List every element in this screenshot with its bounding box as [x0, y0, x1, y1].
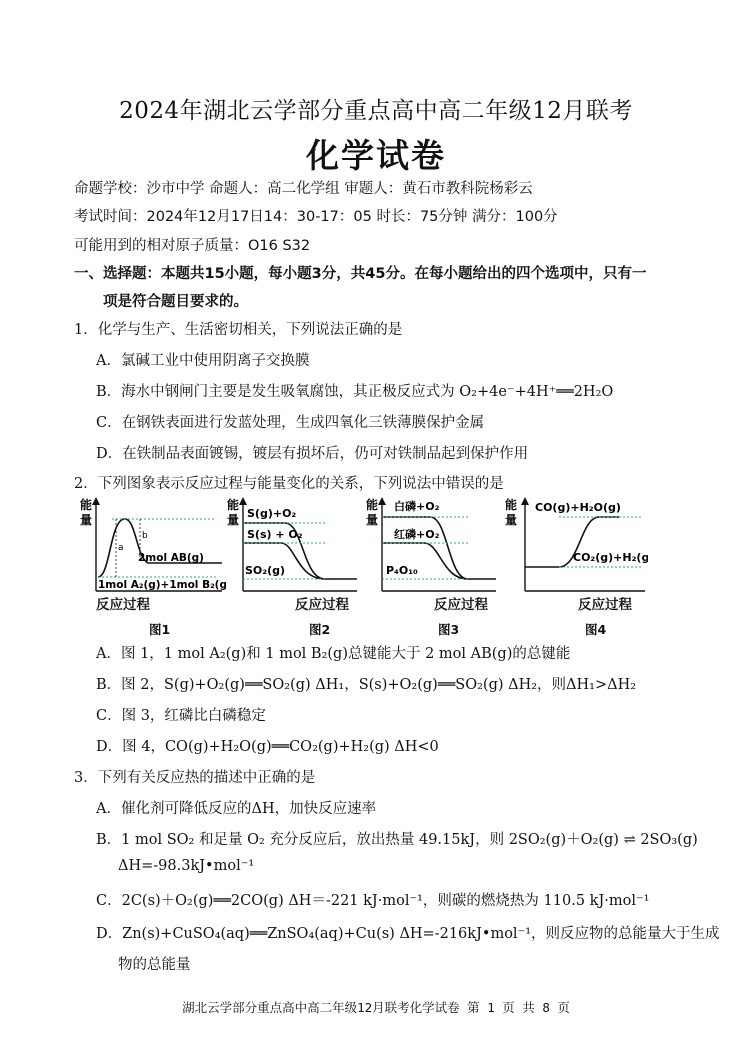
q2-option-a: A．图 1，1 mol A₂(g)和 1 mol B₂(g)总键能大于 2 mol AB(g)的总键能	[96, 646, 571, 662]
fig3-label-2: 红磷+O₂	[394, 528, 440, 541]
figure-3	[364, 493, 499, 602]
q3-stem: 3．下列有关反应热的描述中正确的是	[74, 770, 316, 786]
fig1-label-b: b	[142, 531, 148, 541]
fig3-xlabel: 反应过程	[434, 597, 488, 613]
q1-option-d: D．在铁制品表面镀锡，镀层有损坏后，仍可对铁制品起到保护作用	[96, 446, 529, 462]
q1-option-c: C．在钢铁表面进行发蓝处理，生成四氧化三铁薄膜保护金属	[96, 415, 485, 431]
section-heading: 一、选择题：本题共15小题，每小题3分，共45分。在每小题给出的四个选项中，只有一	[74, 266, 647, 282]
q2-option-b: B．图 2，S(g)+O₂(g)══SO₂(g) ΔH₁，S(s)+O₂(g)══SO₂(g) ΔH₂，则ΔH₁>ΔH₂	[96, 677, 637, 693]
q2-option-d: D．图 4，CO(g)+H₂O(g)══CO₂(g)+H₂(g) ΔH<0	[96, 739, 439, 755]
fig3-caption: 图3	[438, 622, 460, 637]
fig4-ylabel-bottom: 量	[505, 513, 518, 527]
fig2-ylabel-top: 能	[227, 498, 240, 512]
fig3-y-arrow-icon	[378, 497, 386, 505]
figure-2	[225, 493, 360, 602]
fig2-label-1: S(g)+O₂	[247, 507, 297, 520]
fig1-label-upper: 2mol AB(g)	[138, 552, 204, 564]
q3-option-b-cont: ΔH=-98.3kJ•mol⁻¹	[118, 858, 255, 874]
fig1-xlabel: 反应过程	[96, 597, 150, 613]
q3-option-b: B．1 mol SO₂ 和足量 O₂ 充分反应后，放出热量 49.15kJ，则 2SO₂(g)＋O₂(g) ⇌ 2SO₃(g)	[96, 832, 698, 848]
info-line-atomic-mass: 可能用到的相对原子质量：O16 S32	[74, 238, 311, 254]
fig3-label-1: 白磷+O₂	[394, 500, 440, 513]
fig1-ylabel-bottom: 量	[80, 513, 93, 527]
fig2-ylabel-bottom: 量	[227, 513, 240, 527]
q1-option-b: B．海水中钢闸门主要是发生吸氧腐蚀，其正极反应式为 O₂+4e⁻+4H⁺══2H₂O	[96, 384, 614, 400]
q2-option-c: C．图 3，红磷比白磷稳定	[96, 708, 266, 724]
info-line-time: 考试时间：2024年12月17日14：30-17：05 时长：75分钟 满分：100分	[74, 209, 558, 225]
fig4-y-arrow-icon	[521, 497, 529, 505]
exam-title: 2024年湖北云学部分重点高中高二年级12月联考	[119, 98, 633, 124]
fig1-curve	[98, 519, 222, 577]
fig4-label-1: CO(g)+H₂O(g)	[535, 501, 621, 514]
fig1-label-lower: 1mol A₂(g)+1mol B₂(g)	[98, 579, 226, 591]
q2-stem: 2．下列图象表示反应过程与能量变化的关系，下列说法中错误的是	[74, 476, 504, 492]
q1-stem: 1．化学与生产、生活密切相关，下列说法正确的是	[74, 322, 403, 338]
fig1-label-a: a	[118, 543, 124, 553]
fig4-caption: 图4	[585, 622, 607, 637]
fig1-y-arrow-icon	[92, 497, 100, 505]
fig2-y-arrow-icon	[239, 497, 247, 505]
fig3-ylabel-top: 能	[366, 498, 379, 512]
q3-option-c: C．2C(s)＋O₂(g)══2CO(g) ΔH＝-221 kJ·mol⁻¹，则碳的燃烧热为 110.5 kJ·mol⁻¹	[96, 893, 650, 909]
info-line-authors: 命题学校：沙市中学 命题人：高二化学组 审题人：黄石市教科院杨彩云	[74, 181, 533, 197]
fig2-label-2: S(s) + O₂	[247, 528, 303, 541]
fig3-label-3: P₄O₁₀	[386, 564, 418, 577]
fig4-label-2: CO₂(g)+H₂(g)	[573, 551, 648, 564]
figure-1	[76, 493, 226, 602]
fig2-caption: 图2	[309, 622, 331, 637]
subject-title: 化学试卷	[306, 136, 446, 175]
fig2-xlabel: 反应过程	[295, 597, 349, 613]
q1-option-a: A．氯碱工业中使用阴离子交换膜	[96, 353, 310, 369]
fig3-ylabel-bottom: 量	[366, 513, 379, 527]
fig1-ylabel-top: 能	[80, 498, 93, 512]
page-footer: 湖北云学部分重点高中高二年级12月联考化学试卷 第 1 页 共 8 页	[182, 1000, 570, 1015]
fig2-label-3: SO₂(g)	[245, 564, 286, 577]
fig4-xlabel: 反应过程	[578, 597, 632, 613]
figure-4	[503, 493, 648, 602]
q3-option-a: A．催化剂可降低反应的ΔH，加快反应速率	[96, 801, 377, 817]
fig4-ylabel-top: 能	[505, 498, 518, 512]
q3-option-d-cont: 物的总能量	[118, 957, 191, 973]
q3-option-d: D．Zn(s)+CuSO₄(aq)══ZnSO₄(aq)+Cu(s) ΔH=-216kJ•mol⁻¹，则反应物的总能量大于生成	[96, 926, 720, 942]
fig1-caption: 图1	[149, 622, 171, 637]
section-heading-cont: 项是符合题目要求的。	[103, 294, 248, 310]
